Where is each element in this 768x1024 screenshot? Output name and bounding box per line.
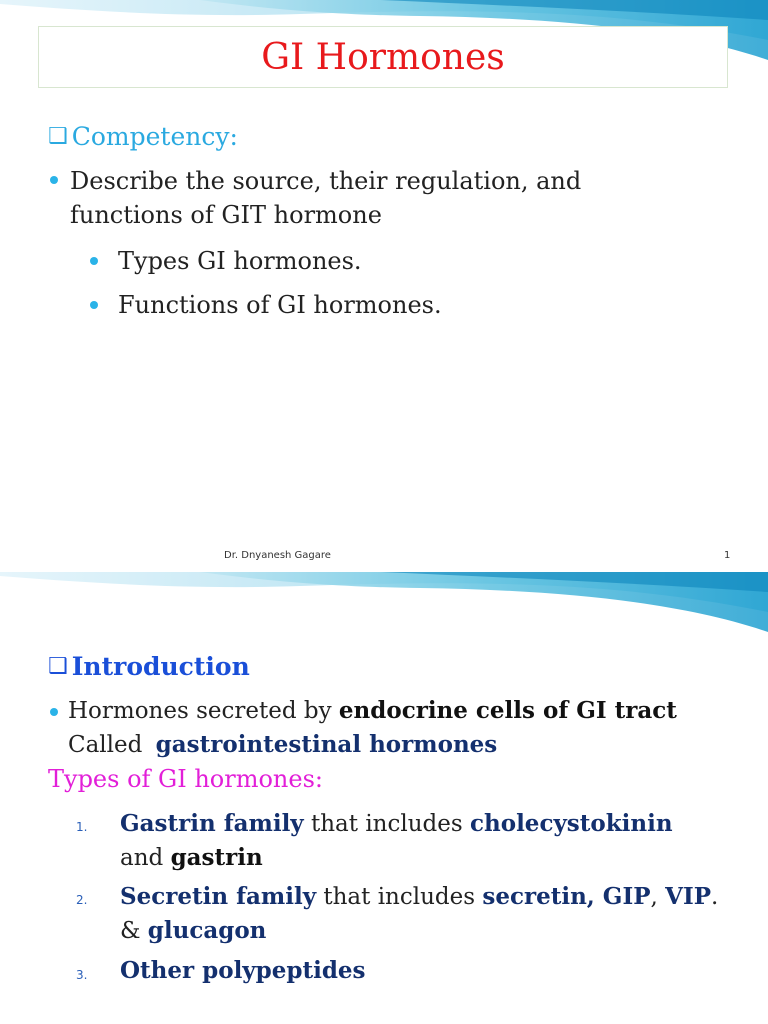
list-item	[120, 954, 760, 988]
competency-heading	[48, 122, 238, 151]
bullet-main-line1: Describe the source, their regulation, and	[70, 167, 582, 195]
intro-bold-2: gastrointestinal hormones	[155, 731, 498, 758]
item-tail2: VIP	[665, 883, 712, 910]
item-line2-text: &	[120, 918, 148, 944]
title-box	[38, 26, 728, 88]
slide-title: GI Hormones	[261, 36, 505, 78]
item-tail-end: .	[711, 884, 719, 910]
wave-decoration	[0, 572, 768, 652]
item-lead: Gastrin family	[120, 810, 304, 837]
intro-text-2: Called	[68, 732, 150, 758]
list-item	[120, 807, 760, 875]
intro-bullet	[68, 694, 677, 762]
competency-label: Competency:	[71, 122, 238, 151]
types-heading: Types of GI hormones:	[48, 765, 323, 793]
checkbox-bullet-icon: ❑	[48, 124, 68, 149]
item-number: 3.	[76, 968, 88, 982]
item-mid: that includes	[316, 884, 483, 910]
bullet-main-line2: functions of GIT hormone	[70, 201, 382, 229]
round-bullet-icon	[90, 257, 98, 265]
introduction-heading	[48, 652, 250, 681]
item-line2-bold: gastrin	[170, 844, 263, 871]
item-tail: secretin, GIP	[482, 883, 651, 910]
intro-line1	[68, 694, 677, 728]
item-line2-bold: glucagon	[147, 917, 267, 944]
intro-text-1: Hormones secreted by	[68, 698, 339, 724]
footer-author: Dr. Dnyanesh Gagare	[224, 550, 331, 561]
item-tail-sep: ,	[650, 884, 666, 910]
item-line2-text: and	[120, 845, 171, 871]
introduction-label: Introduction	[71, 652, 250, 681]
item-number: 2.	[76, 893, 88, 907]
item-lead: Other polypeptides	[120, 957, 366, 984]
sub-bullet-2: Functions of GI hormones.	[118, 291, 442, 319]
item-number: 1.	[76, 820, 88, 834]
round-bullet-icon	[90, 301, 98, 309]
item-mid: that includes	[303, 811, 470, 837]
footer-page-number: 1	[724, 550, 731, 561]
sub-bullet-1: Types GI hormones.	[118, 247, 362, 275]
item-tail: cholecystokinin	[470, 810, 673, 837]
round-bullet-icon	[50, 708, 58, 716]
list-item	[120, 880, 760, 948]
checkbox-bullet-icon: ❑	[48, 654, 68, 679]
item-lead: Secretin family	[120, 883, 317, 910]
round-bullet-icon	[50, 176, 58, 184]
intro-line2	[68, 728, 677, 762]
bullet-main	[70, 164, 581, 232]
intro-bold-1: endocrine cells of GI tract	[338, 697, 677, 724]
